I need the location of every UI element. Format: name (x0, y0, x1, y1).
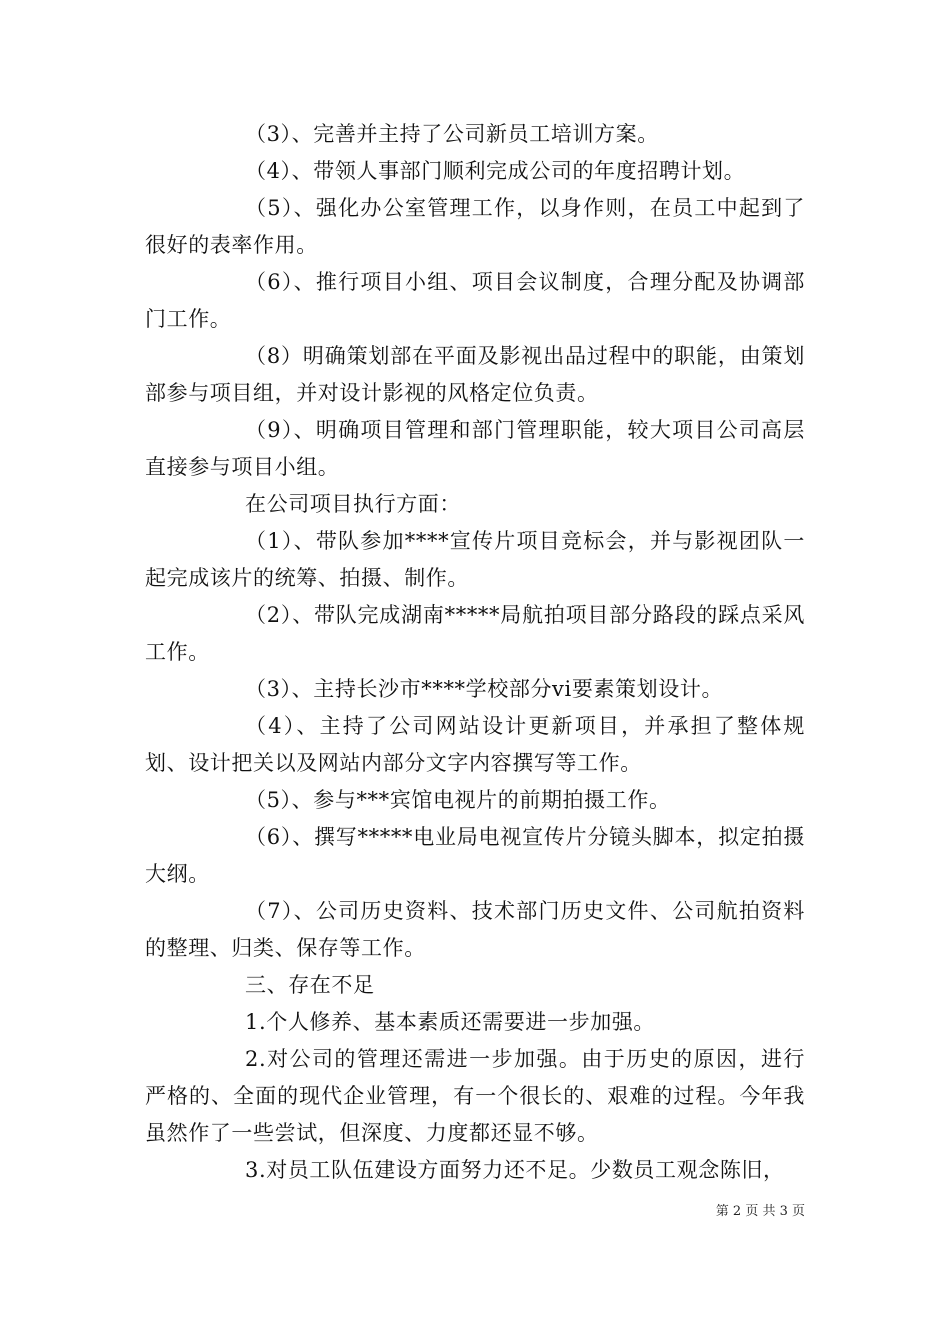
paragraph: （6）、推行项目小组、项目会议制度，合理分配及协调部门工作。 (145, 270, 805, 331)
paragraph: （3）、完善并主持了公司新员工培训方案。 (245, 122, 659, 146)
paragraph: （4）、带领人事部门顺利完成公司的年度招聘计划。 (245, 159, 746, 183)
section-heading: 在公司项目执行方面： (245, 492, 461, 516)
paragraph: 1.个人修养、基本素质还需要进一步加强。 (245, 1010, 656, 1034)
paragraph: （2）、带队完成湖南*****局航拍项目部分路段的踩点采风工作。 (145, 603, 805, 664)
paragraph: （6）、撰写*****电业局电视宣传片分镜头脚本，拟定拍摄大纲。 (145, 825, 805, 886)
page-number-footer: 第 2 页 共 3 页 (715, 1204, 805, 1219)
paragraph: （5）、强化办公室管理工作，以身作则，在员工中起到了很好的表率作用。 (145, 196, 805, 257)
paragraph: （7）、公司历史资料、技术部门历史文件、公司航拍资料的整理、归类、保存等工作。 (145, 899, 805, 960)
paragraph: （1）、带队参加****宣传片项目竞标会，并与影视团队一起完成该片的统筹、拍摄、制作。 (145, 529, 805, 590)
paragraph: 2.对公司的管理还需进一步加强。由于历史的原因，进行严格的、全面的现代企业管理，有一个很长的、艰难的过程。今年我虽然作了一些尝试，但深度、力度都还显不够。 (145, 1047, 805, 1145)
section-heading: 三、存在不足 (245, 973, 375, 997)
document-body (145, 116, 805, 1189)
paragraph: （3）、主持长沙市****学校部分vi要素策划设计。 (245, 677, 724, 701)
paragraph: 3.对员工队伍建设方面努力还不足。少数员工观念陈旧， (245, 1158, 785, 1182)
paragraph: （9）、明确项目管理和部门管理职能，较大项目公司高层直接参与项目小组。 (145, 418, 805, 479)
paragraph: （4）、主持了公司网站设计更新项目，并承担了整体规划、设计把关以及网站内部分文字内容撰写等工作。 (145, 714, 805, 775)
paragraph: （5）、参与***宾馆电视片的前期拍摄工作。 (245, 788, 671, 812)
paragraph: （8）明确策划部在平面及影视出品过程中的职能，由策划部参与项目组，并对设计影视的风格定位负责。 (145, 344, 805, 405)
